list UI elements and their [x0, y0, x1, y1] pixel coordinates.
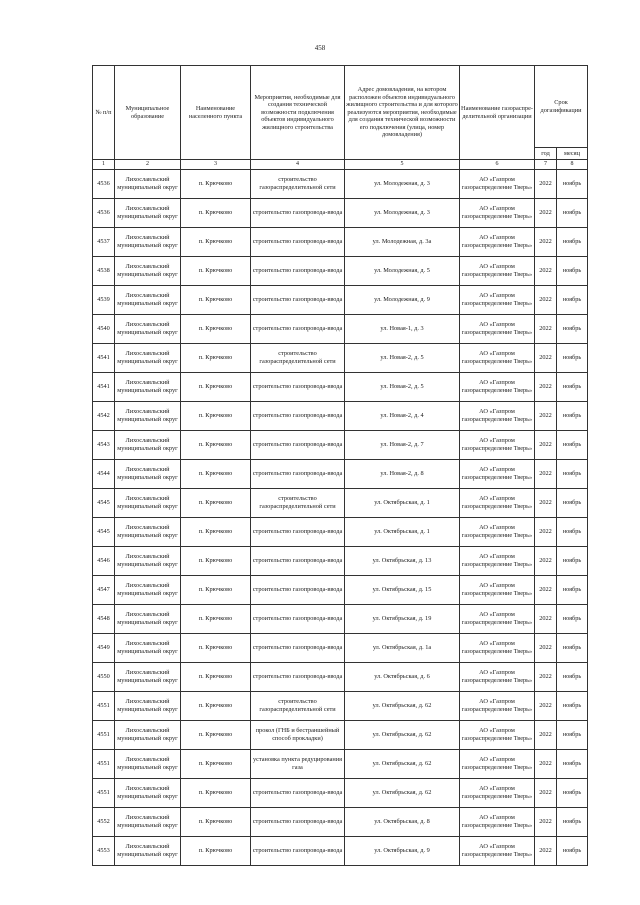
month-cell: ноябрь — [557, 402, 588, 431]
year-cell: 2022 — [535, 199, 557, 228]
column-number: 4 — [251, 160, 345, 170]
municipality-cell: Лихославльский муниципальный округ — [115, 750, 181, 779]
settlement-cell: п. Крючково — [181, 576, 251, 605]
header-measures: Мероприятия, необходимые для создания технической возможности подключения объектов индивидуального жилищного строительства — [251, 66, 345, 160]
address-cell: ул. Октябрьская, д. 62 — [345, 750, 460, 779]
settlement-cell: п. Крючково — [181, 692, 251, 721]
year-cell: 2022 — [535, 808, 557, 837]
header-year: год — [535, 148, 557, 160]
settlement-cell: п. Крючково — [181, 518, 251, 547]
settlement-cell: п. Крючково — [181, 170, 251, 199]
address-cell: ул. Октябрьская, д. 62 — [345, 692, 460, 721]
table-row — [93, 170, 588, 199]
settlement-cell: п. Крючково — [181, 808, 251, 837]
measure-cell: строительство газораспределительной сети — [251, 692, 345, 721]
year-cell: 2022 — [535, 634, 557, 663]
municipality-cell: Лихославльский муниципальный округ — [115, 489, 181, 518]
row-number: 4547 — [93, 576, 115, 605]
row-number: 4537 — [93, 228, 115, 257]
address-cell: ул. Октябрьская, д. 6 — [345, 663, 460, 692]
table-row — [93, 808, 588, 837]
org-cell: АО «Газпром газораспределение Тверь» — [460, 373, 535, 402]
measure-cell: строительство газопровода-ввода — [251, 228, 345, 257]
month-cell: ноябрь — [557, 576, 588, 605]
settlement-cell: п. Крючково — [181, 431, 251, 460]
row-number: 4539 — [93, 286, 115, 315]
org-cell: АО «Газпром газораспределение Тверь» — [460, 518, 535, 547]
address-cell: ул. Молодежная, д. 3 — [345, 170, 460, 199]
address-cell: ул. Новая-2, д. 4 — [345, 402, 460, 431]
municipality-cell: Лихославльский муниципальный округ — [115, 663, 181, 692]
month-cell: ноябрь — [557, 779, 588, 808]
municipality-cell: Лихославльский муниципальный округ — [115, 228, 181, 257]
month-cell: ноябрь — [557, 518, 588, 547]
settlement-cell: п. Крючково — [181, 779, 251, 808]
table-body — [93, 170, 588, 866]
org-cell: АО «Газпром газораспределение Тверь» — [460, 634, 535, 663]
column-number: 3 — [181, 160, 251, 170]
settlement-cell: п. Крючково — [181, 663, 251, 692]
settlement-cell: п. Крючково — [181, 605, 251, 634]
measure-cell: строительство газопровода-ввода — [251, 808, 345, 837]
org-cell: АО «Газпром газораспределение Тверь» — [460, 779, 535, 808]
row-number: 4543 — [93, 431, 115, 460]
month-cell: ноябрь — [557, 315, 588, 344]
table-row — [93, 286, 588, 315]
month-cell: ноябрь — [557, 257, 588, 286]
org-cell: АО «Газпром газораспределение Тверь» — [460, 547, 535, 576]
municipality-cell: Лихославльский муниципальный округ — [115, 721, 181, 750]
year-cell: 2022 — [535, 692, 557, 721]
municipality-cell: Лихославльский муниципальный округ — [115, 634, 181, 663]
year-cell: 2022 — [535, 605, 557, 634]
row-number: 4553 — [93, 837, 115, 866]
month-cell: ноябрь — [557, 547, 588, 576]
row-number: 4550 — [93, 663, 115, 692]
row-number: 4541 — [93, 373, 115, 402]
column-numbers-row — [93, 160, 588, 170]
month-cell: ноябрь — [557, 489, 588, 518]
column-number: 1 — [93, 160, 115, 170]
header-address: Адрес домовладения, на котором расположен объектов индивидуального жилищного строительства и для которого реализуются мероприятия, необходимые для создания технической возможности его подключения (улица, номер домовладения) — [345, 66, 460, 160]
row-number: 4548 — [93, 605, 115, 634]
row-number: 4541 — [93, 344, 115, 373]
table-row — [93, 344, 588, 373]
table-row — [93, 663, 588, 692]
table-row — [93, 605, 588, 634]
month-cell: ноябрь — [557, 460, 588, 489]
gasification-table — [92, 65, 588, 866]
year-cell: 2022 — [535, 489, 557, 518]
column-number: 5 — [345, 160, 460, 170]
municipality-cell: Лихославльский муниципальный округ — [115, 605, 181, 634]
row-number: 4551 — [93, 750, 115, 779]
column-number: 8 — [557, 160, 588, 170]
row-number: 4538 — [93, 257, 115, 286]
measure-cell: строительство газопровода-ввода — [251, 199, 345, 228]
measure-cell: строительство газопровода-ввода — [251, 779, 345, 808]
row-number: 4544 — [93, 460, 115, 489]
address-cell: ул. Новая-1, д. 3 — [345, 315, 460, 344]
header-month: месяц — [557, 148, 588, 160]
settlement-cell: п. Крючково — [181, 315, 251, 344]
address-cell: ул. Октябрьская, д. 9 — [345, 837, 460, 866]
month-cell: ноябрь — [557, 228, 588, 257]
measure-cell: строительство газопровода-ввода — [251, 634, 345, 663]
measure-cell: строительство газопровода-ввода — [251, 431, 345, 460]
year-cell: 2022 — [535, 721, 557, 750]
measure-cell: строительство газопровода-ввода — [251, 518, 345, 547]
address-cell: ул. Новая-2, д. 7 — [345, 431, 460, 460]
address-cell: ул. Новая-2, д. 5 — [345, 344, 460, 373]
org-cell: АО «Газпром газораспределение Тверь» — [460, 170, 535, 199]
month-cell: ноябрь — [557, 199, 588, 228]
municipality-cell: Лихославльский муниципальный округ — [115, 837, 181, 866]
org-cell: АО «Газпром газораспределение Тверь» — [460, 808, 535, 837]
table-row — [93, 518, 588, 547]
month-cell: ноябрь — [557, 170, 588, 199]
measure-cell: строительство газораспределительной сети — [251, 489, 345, 518]
municipality-cell: Лихославльский муниципальный округ — [115, 257, 181, 286]
municipality-cell: Лихославльский муниципальный округ — [115, 460, 181, 489]
address-cell: ул. Октябрьская, д. 8 — [345, 808, 460, 837]
municipality-cell: Лихославльский муниципальный округ — [115, 170, 181, 199]
measure-cell: строительство газопровода-ввода — [251, 286, 345, 315]
municipality-cell: Лихославльский муниципальный округ — [115, 402, 181, 431]
settlement-cell: п. Крючково — [181, 721, 251, 750]
year-cell: 2022 — [535, 315, 557, 344]
row-number: 4536 — [93, 199, 115, 228]
row-number: 4551 — [93, 692, 115, 721]
month-cell: ноябрь — [557, 373, 588, 402]
municipality-cell: Лихославльский муниципальный округ — [115, 779, 181, 808]
year-cell: 2022 — [535, 779, 557, 808]
month-cell: ноябрь — [557, 692, 588, 721]
row-number: 4545 — [93, 489, 115, 518]
table-row — [93, 692, 588, 721]
settlement-cell: п. Крючково — [181, 402, 251, 431]
header-org: Наименование газораспре-делительной организации — [460, 66, 535, 160]
org-cell: АО «Газпром газораспределение Тверь» — [460, 489, 535, 518]
org-cell: АО «Газпром газораспределение Тверь» — [460, 402, 535, 431]
column-number: 6 — [460, 160, 535, 170]
column-number: 2 — [115, 160, 181, 170]
settlement-cell: п. Крючково — [181, 460, 251, 489]
address-cell: ул. Молодежная, д. 3 — [345, 199, 460, 228]
address-cell: ул. Новая-2, д. 8 — [345, 460, 460, 489]
municipality-cell: Лихославльский муниципальный округ — [115, 518, 181, 547]
org-cell: АО «Газпром газораспределение Тверь» — [460, 721, 535, 750]
org-cell: АО «Газпром газораспределение Тверь» — [460, 431, 535, 460]
header-municipality: Муниципальное образование — [115, 66, 181, 160]
row-number: 4542 — [93, 402, 115, 431]
settlement-cell: п. Крючково — [181, 257, 251, 286]
settlement-cell: п. Крючково — [181, 199, 251, 228]
table-row — [93, 576, 588, 605]
address-cell: ул. Октябрьская, д. 62 — [345, 779, 460, 808]
municipality-cell: Лихославльский муниципальный округ — [115, 692, 181, 721]
row-number: 4549 — [93, 634, 115, 663]
year-cell: 2022 — [535, 402, 557, 431]
settlement-cell: п. Крючково — [181, 489, 251, 518]
org-cell: АО «Газпром газораспределение Тверь» — [460, 199, 535, 228]
settlement-cell: п. Крючково — [181, 634, 251, 663]
municipality-cell: Лихославльский муниципальный округ — [115, 547, 181, 576]
settlement-cell: п. Крючково — [181, 750, 251, 779]
year-cell: 2022 — [535, 750, 557, 779]
org-cell: АО «Газпром газораспределение Тверь» — [460, 692, 535, 721]
year-cell: 2022 — [535, 170, 557, 199]
table-row — [93, 315, 588, 344]
year-cell: 2022 — [535, 460, 557, 489]
address-cell: ул. Октябрьская, д. 19 — [345, 605, 460, 634]
table-row — [93, 228, 588, 257]
org-cell: АО «Газпром газораспределение Тверь» — [460, 750, 535, 779]
month-cell: ноябрь — [557, 721, 588, 750]
settlement-cell: п. Крючково — [181, 837, 251, 866]
year-cell: 2022 — [535, 663, 557, 692]
year-cell: 2022 — [535, 257, 557, 286]
measure-cell: строительство газопровода-ввода — [251, 837, 345, 866]
table-row — [93, 547, 588, 576]
year-cell: 2022 — [535, 518, 557, 547]
address-cell: ул. Новая-2, д. 5 — [345, 373, 460, 402]
settlement-cell: п. Крючково — [181, 373, 251, 402]
table-row — [93, 373, 588, 402]
header-settlement: Наименование населенного пункта — [181, 66, 251, 160]
settlement-cell: п. Крючково — [181, 228, 251, 257]
org-cell: АО «Газпром газораспределение Тверь» — [460, 663, 535, 692]
year-cell: 2022 — [535, 837, 557, 866]
measure-cell: строительство газопровода-ввода — [251, 373, 345, 402]
month-cell: ноябрь — [557, 634, 588, 663]
page-number: 458 — [314, 44, 326, 52]
measure-cell: строительство газопровода-ввода — [251, 402, 345, 431]
address-cell: ул. Молодежная, д. 3а — [345, 228, 460, 257]
municipality-cell: Лихославльский муниципальный округ — [115, 199, 181, 228]
org-cell: АО «Газпром газораспределение Тверь» — [460, 257, 535, 286]
table-row — [93, 257, 588, 286]
header-term: Срок догазификации — [535, 66, 588, 148]
month-cell: ноябрь — [557, 605, 588, 634]
address-cell: ул. Октябрьская, д. 1 — [345, 518, 460, 547]
address-cell: ул. Октябрьская, д. 1 — [345, 489, 460, 518]
table-row — [93, 402, 588, 431]
row-number: 4552 — [93, 808, 115, 837]
org-cell: АО «Газпром газораспределение Тверь» — [460, 344, 535, 373]
municipality-cell: Лихославльский муниципальный округ — [115, 315, 181, 344]
row-number: 4551 — [93, 721, 115, 750]
table-row — [93, 837, 588, 866]
measure-cell: строительство газопровода-ввода — [251, 257, 345, 286]
municipality-cell: Лихославльский муниципальный округ — [115, 431, 181, 460]
year-cell: 2022 — [535, 373, 557, 402]
year-cell: 2022 — [535, 431, 557, 460]
table-row — [93, 721, 588, 750]
municipality-cell: Лихославльский муниципальный округ — [115, 576, 181, 605]
table-row — [93, 634, 588, 663]
org-cell: АО «Газпром газораспределение Тверь» — [460, 460, 535, 489]
org-cell: АО «Газпром газораспределение Тверь» — [460, 286, 535, 315]
measure-cell: строительство газопровода-ввода — [251, 576, 345, 605]
measure-cell: строительство газопровода-ввода — [251, 315, 345, 344]
address-cell: ул. Октябрьская, д. 13 — [345, 547, 460, 576]
org-cell: АО «Газпром газораспределение Тверь» — [460, 837, 535, 866]
table-row — [93, 750, 588, 779]
measure-cell: строительство газопровода-ввода — [251, 663, 345, 692]
settlement-cell: п. Крючково — [181, 344, 251, 373]
address-cell: ул. Октябрьская, д. 15 — [345, 576, 460, 605]
year-cell: 2022 — [535, 547, 557, 576]
row-number: 4546 — [93, 547, 115, 576]
municipality-cell: Лихославльский муниципальный округ — [115, 808, 181, 837]
row-number: 4536 — [93, 170, 115, 199]
year-cell: 2022 — [535, 286, 557, 315]
measure-cell: строительство газопровода-ввода — [251, 547, 345, 576]
month-cell: ноябрь — [557, 808, 588, 837]
measure-cell: прокол (ГНБ и бестраншейный способ прокладки) — [251, 721, 345, 750]
measure-cell: строительство газораспределительной сети — [251, 344, 345, 373]
month-cell: ноябрь — [557, 344, 588, 373]
settlement-cell: п. Крючково — [181, 286, 251, 315]
address-cell: ул. Молодежная, д. 9 — [345, 286, 460, 315]
year-cell: 2022 — [535, 344, 557, 373]
month-cell: ноябрь — [557, 431, 588, 460]
address-cell: ул. Молодежная, д. 5 — [345, 257, 460, 286]
column-number: 7 — [535, 160, 557, 170]
month-cell: ноябрь — [557, 286, 588, 315]
month-cell: ноябрь — [557, 663, 588, 692]
table-row — [93, 199, 588, 228]
measure-cell: строительство газопровода-ввода — [251, 605, 345, 634]
municipality-cell: Лихославльский муниципальный округ — [115, 344, 181, 373]
address-cell: ул. Октябрьская, д. 1а — [345, 634, 460, 663]
table-row — [93, 489, 588, 518]
row-number: 4540 — [93, 315, 115, 344]
municipality-cell: Лихославльский муниципальный округ — [115, 373, 181, 402]
month-cell: ноябрь — [557, 750, 588, 779]
address-cell: ул. Октябрьская, д. 62 — [345, 721, 460, 750]
header-num: № п/п — [93, 66, 115, 160]
measure-cell: установка пункта редуцирования газа — [251, 750, 345, 779]
table-row — [93, 460, 588, 489]
month-cell: ноябрь — [557, 837, 588, 866]
row-number: 4551 — [93, 779, 115, 808]
org-cell: АО «Газпром газораспределение Тверь» — [460, 228, 535, 257]
org-cell: АО «Газпром газораспределение Тверь» — [460, 315, 535, 344]
row-number: 4545 — [93, 518, 115, 547]
year-cell: 2022 — [535, 576, 557, 605]
year-cell: 2022 — [535, 228, 557, 257]
org-cell: АО «Газпром газораспределение Тверь» — [460, 576, 535, 605]
settlement-cell: п. Крючково — [181, 547, 251, 576]
measure-cell: строительство газопровода-ввода — [251, 460, 345, 489]
measure-cell: строительство газораспределительной сети — [251, 170, 345, 199]
org-cell: АО «Газпром газораспределение Тверь» — [460, 605, 535, 634]
table-row — [93, 779, 588, 808]
municipality-cell: Лихославльский муниципальный округ — [115, 286, 181, 315]
table-row — [93, 431, 588, 460]
